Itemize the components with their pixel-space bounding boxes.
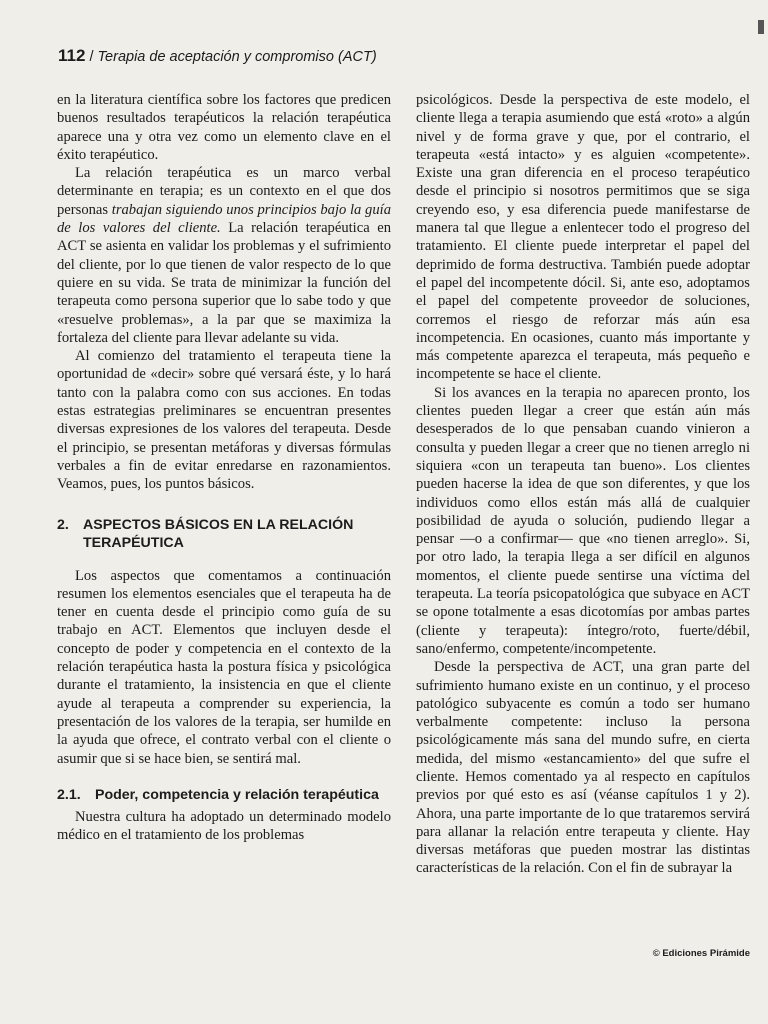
page-edge-mark <box>758 20 764 34</box>
subsection-number: 2.1. <box>57 786 81 803</box>
header-separator: / <box>89 49 94 65</box>
publisher-footer: © Ediciones Pirámide <box>652 948 750 959</box>
left-column <box>57 91 391 844</box>
page-number: 112 <box>58 46 86 65</box>
running-title: Terapia de aceptación y compromiso (ACT) <box>97 49 377 65</box>
section-heading <box>57 516 391 552</box>
paragraph: Desde la perspectiva de ACT, una gran parte del sufrimiento humano existe en un continuo, y el proceso patológico subyacente es común a todo ser humano verbalmente competente: incluso la persona psicológicamente más sana del mundo sufre, en cierta medida, del mismo «estancamiento» del que sufre el cliente. Hemos comentado ya al respecto en capítulos previos por qué esto es así (véanse capítulos 1 y 2). Ahora, una parte importante de lo que trataremos servirá para allanar la relación entre terapeuta y cliente. Hay diversas metáforas que pueden mostrar las distintas características de la relación. Con el fin de subrayar la <box>416 659 750 877</box>
right-column <box>416 91 750 878</box>
paragraph-text: La relación terapéutica es un marco verbal determinante en terapia; es un contexto en el que dos personas <box>57 165 391 218</box>
paragraph: psicológicos. Desde la perspectiva de este modelo, el cliente llega a terapia asumiendo que está «roto» a algún nivel y de forma grave y que, por el contrario, el terapeuta «está intacto» y es alguien «competente». Existe una gran diferencia en el proceso terapéutico desde el principio si nosotros permitimos que se siga creyendo eso, y esa diferencia puede manifestarse de manera tal que llegue a enlentecer todo el progreso del tratamiento. El cliente puede interpretar el papel del deprimido de forma destructiva. También puede adoptar el papel del incompetente dócil. Si, ante eso, adoptamos el papel del competente proveedor de soluciones, corremos el riesgo de reforzar más aún esa incompetencia. En ocasiones, cuanto más importante y más competente aparezca el terapeuta, más pequeño e incompetente se hace el cliente. <box>416 92 750 383</box>
paragraph: en la literatura científica sobre los factores que predicen buenos resultados terapéuticos la relación terapéutica aparece una y otra vez como un elemento clave en el éxito terapéutico. <box>57 92 391 163</box>
subsection-title: Poder, competencia y relación terapéutica <box>95 786 379 803</box>
subsection-heading <box>57 786 391 804</box>
paragraph: Nuestra cultura ha adoptado un determinado modelo médico en el tratamiento de los problemas <box>57 808 391 844</box>
running-header <box>58 46 377 66</box>
paragraph <box>57 164 391 347</box>
paragraph: Al comienzo del tratamiento el terapeuta tiene la oportunidad de «decir» sobre qué versará éste, y lo hará tanto con la palabra como con sus acciones. En todas estas estrategias preliminares se encuentran presentes diversas expresiones de los valores del terapeuta. Desde el principio, se presentan metáforas y diversas fórmulas verbales a fin de evitar enredarse en razonamientos. Veamos, pues, los puntos básicos. <box>57 348 391 493</box>
section-title: ASPECTOS BÁSICOS EN LA RELACIÓN TERAPÉUTICA <box>83 516 354 551</box>
paragraph: Los aspectos que comentamos a continuación resumen los elementos esenciales que el terapeuta ha de tener en cuenta desde el principio como guía de su trabajo en ACT. Elementos que incluyen desde el concepto de poder y competencia en el contexto de la relación terapéutica hasta la postura física y psicológica durante el tratamiento, la insistencia en que el cliente ayude al terapeuta a comprender su experiencia, la presentación de los valores de la terapia, ser humilde en la ayuda que ofrece, el contrato verbal con el cliente o asumir que si se hace bien, se sentirá mal. <box>57 567 391 767</box>
emphasized-text: trabajan siguiendo unos principios bajo la guía de los valores del cliente. <box>57 201 391 237</box>
section-number: 2. <box>57 516 69 533</box>
paragraph: Si los avances en la terapia no aparecen pronto, los clientes pueden llegar a creer que están aún más desesperados de lo que pensaban cuando vinieron a consulta y pueden llegar a creer que no tienen arreglo ni siquiera «con un terapeuta tan bueno». Los clientes pueden hacerse la idea de que son diferentes, y que los individuos como ellos están más allá de cualquier posibilidad de ayuda o solución, pudiendo llegar a pensar —o a confirmar— que «no tienen arreglo». Si, por otro lado, la terapia llega a ser difícil en algunos momentos, el cliente puede sentirse una víctima del terapeuta. La teoría psicopatológica que subyace en ACT se opone totalmente a esas dicotomías por ambas partes (cliente y terapeuta): íntegro/roto, fuerte/débil, sano/enfermo, competente/incompetente. <box>416 384 750 657</box>
paragraph-text: La relación terapéutica en ACT se asienta en validar los problemas y el sufrimiento del cliente, por lo que tienen de valor respecto de lo que quiere en su vida. Se trata de minimizar la función del terapeuta como persona superior que lo sabe todo y que «resuelve problemas», a la par que se maximiza la fortaleza del cliente para llevar adelante su vida. <box>57 220 391 346</box>
